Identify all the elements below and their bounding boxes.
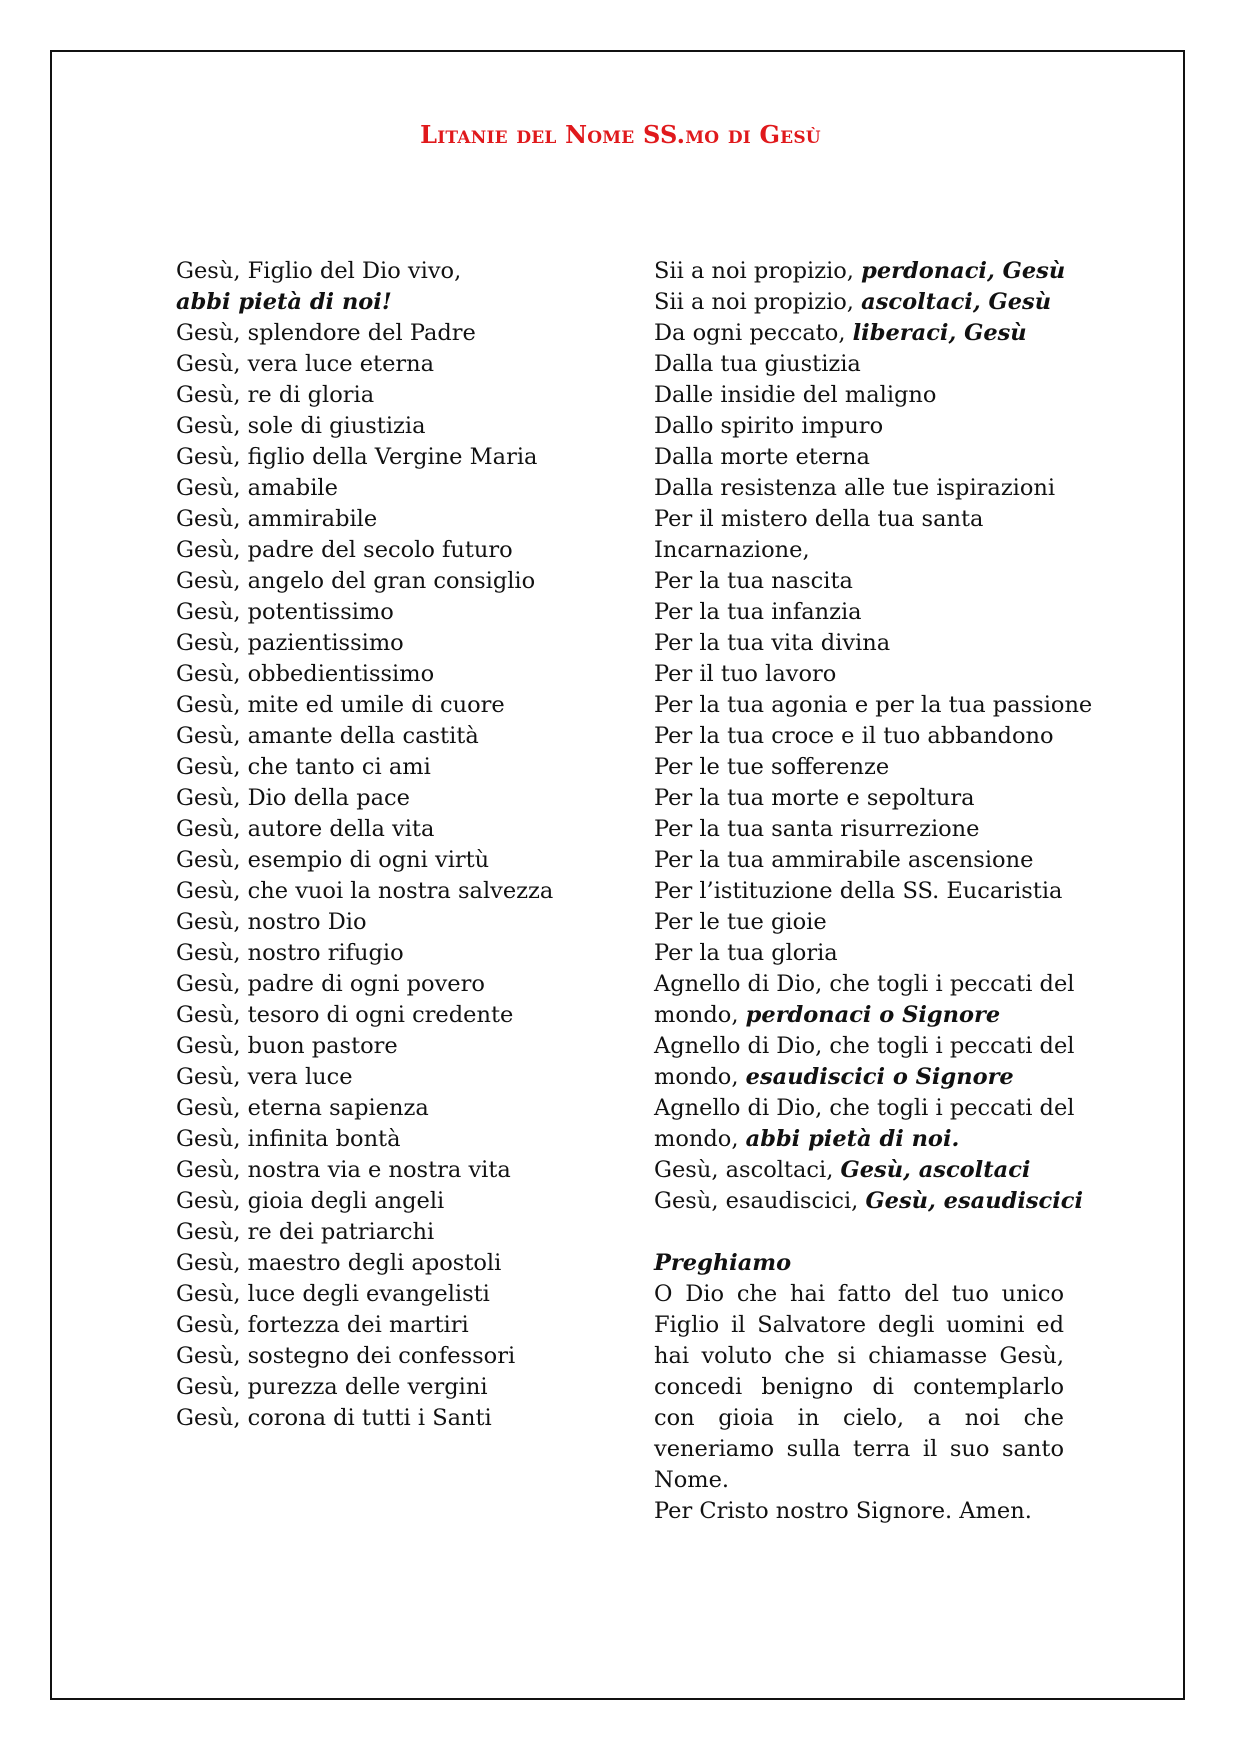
- litany-line: [176, 1310, 606, 1341]
- litany-line: [654, 845, 1064, 876]
- litany-line: [176, 349, 606, 380]
- litany-line: [176, 1217, 606, 1248]
- litany-line: [654, 690, 1093, 721]
- litany-invocation: Per la tua nascita: [654, 568, 853, 594]
- litany-line: [176, 1403, 606, 1434]
- litany-line: [654, 628, 1064, 659]
- litany-line: [654, 938, 1064, 969]
- litany-line: [654, 1000, 1064, 1031]
- litany-line: [176, 659, 606, 690]
- litany-line: [176, 628, 606, 659]
- litany-invocation: Gesù, vera luce: [176, 1064, 353, 1090]
- litany-line: [176, 442, 606, 473]
- litany-line: [654, 256, 1064, 287]
- litany-line: [654, 504, 1064, 535]
- prayer-heading: Preghiamo: [654, 1250, 792, 1276]
- litany-line: [654, 1186, 1084, 1217]
- litany-response: perdonaci, Gesù: [861, 258, 1066, 284]
- litany-invocation: Gesù, che tanto ci ami: [176, 754, 431, 780]
- litany-left-column: [176, 256, 606, 1434]
- litany-right-column: [654, 256, 1093, 1527]
- litany-invocation: Gesù, ascoltaci,: [654, 1157, 841, 1183]
- litany-line: [176, 969, 606, 1000]
- litany-invocation: Gesù, Dio della pace: [176, 785, 410, 811]
- litany-line: [654, 783, 1064, 814]
- litany-line: [654, 349, 1064, 380]
- litany-line: [176, 907, 606, 938]
- litany-line: [176, 535, 606, 566]
- litany-invocation: Dalle insidie del maligno: [654, 382, 937, 408]
- litany-invocation: Gesù, amante della castità: [176, 723, 479, 749]
- litany-invocation: Per il tuo lavoro: [654, 661, 837, 687]
- litany-line: [176, 256, 606, 287]
- litany-invocation: Gesù, figlio della Vergine Maria: [176, 444, 538, 470]
- litany-line: [176, 721, 606, 752]
- litany-line: [176, 1372, 606, 1403]
- litany-invocation: Gesù, gioia degli angeli: [176, 1188, 445, 1214]
- litany-line: [176, 814, 606, 845]
- page-title: Litanie del Nome SS.mo di Gesù: [420, 120, 821, 149]
- litany-invocation: Gesù, obbedientissimo: [176, 661, 435, 687]
- litany-response: abbi pietà di noi.: [745, 1126, 960, 1152]
- litany-invocation: Da ogni peccato,: [654, 320, 853, 346]
- litany-line: [654, 721, 1064, 752]
- litany-line: [654, 752, 1064, 783]
- litany-invocation: Gesù, corona di tutti i Santi: [176, 1405, 492, 1431]
- litany-invocation: Per la tua vita divina: [654, 630, 891, 656]
- litany-line: [176, 752, 606, 783]
- litany-invocation: Gesù, esempio di ogni virtù: [176, 847, 490, 873]
- litany-response: liberaci, Gesù: [852, 320, 1027, 346]
- litany-line: [176, 1248, 606, 1279]
- litany-line: [176, 566, 606, 597]
- litany-line: [176, 504, 606, 535]
- litany-invocation: Gesù, amabile: [176, 475, 338, 501]
- litany-line: [654, 566, 1064, 597]
- litany-invocation: Gesù, esaudiscici,: [654, 1188, 866, 1214]
- litany-line: [176, 1124, 606, 1155]
- litany-invocation: mondo,: [654, 1064, 746, 1090]
- litany-response: ascoltaci, Gesù: [861, 289, 1052, 315]
- litany-response: perdonaci o Signore: [745, 1002, 1001, 1028]
- litany-line: [176, 380, 606, 411]
- litany-line: [176, 690, 606, 721]
- litany-line: [176, 287, 606, 318]
- litany-line: [654, 1062, 1064, 1093]
- litany-invocation: Gesù, nostra via e nostra vita: [176, 1157, 511, 1183]
- litany-line: [654, 876, 1064, 907]
- litany-line: [176, 1031, 606, 1062]
- litany-line: [654, 442, 1064, 473]
- litany-invocation: Gesù, pazientissimo: [176, 630, 404, 656]
- litany-invocation: Gesù, Figlio del Dio vivo,: [176, 258, 462, 284]
- litany-invocation: Dalla resistenza alle tue ispirazioni: [654, 475, 1056, 501]
- litany-invocation: Per la tua santa risurrezione: [654, 816, 980, 842]
- litany-invocation: Gesù, ammirabile: [176, 506, 378, 532]
- litany-invocation: Per la tua morte e sepoltura: [654, 785, 975, 811]
- litany-response: Gesù, esaudiscici: [865, 1188, 1084, 1214]
- litany-invocation: Dallo spirito impuro: [654, 413, 884, 439]
- litany-line: [176, 783, 606, 814]
- litany-invocation: Per la tua agonia e per la tua passione: [654, 692, 1093, 718]
- litany-line: [176, 1093, 606, 1124]
- litany-line: [176, 1000, 606, 1031]
- litany-invocation: Per il mistero della tua santa: [654, 506, 984, 532]
- spacer: [654, 1217, 1064, 1248]
- litany-invocation: Per le tue gioie: [654, 909, 827, 935]
- litany-invocation: Gesù, vera luce eterna: [176, 351, 435, 377]
- litany-response: esaudiscici o Signore: [745, 1064, 1014, 1090]
- litany-line: [654, 969, 1075, 1000]
- litany-invocation: Incarnazione,: [654, 537, 810, 563]
- litany-line: [176, 411, 606, 442]
- litany-invocation: Gesù, splendore del Padre: [176, 320, 476, 346]
- litany-line: [654, 659, 1064, 690]
- litany-line: [654, 597, 1064, 628]
- litany-invocation: Gesù, nostro rifugio: [176, 940, 404, 966]
- litany-invocation: Agnello di Dio, che togli i peccati del: [654, 1033, 1075, 1059]
- litany-invocation: mondo,: [654, 1126, 746, 1152]
- litany-line: [176, 1186, 606, 1217]
- litany-invocation: Gesù, tesoro di ogni credente: [176, 1002, 514, 1028]
- litany-invocation: Gesù, luce degli evangelisti: [176, 1281, 490, 1307]
- litany-line: [654, 473, 1064, 504]
- litany-line: [654, 907, 1064, 938]
- litany-line: [654, 318, 1064, 349]
- litany-invocation: Per la tua croce e il tuo abbandono: [654, 723, 1054, 749]
- litany-invocation: Gesù, sostegno dei confessori: [176, 1343, 516, 1369]
- litany-line: [176, 876, 606, 907]
- litany-line: [654, 1093, 1075, 1124]
- litany-invocation: Gesù, potentissimo: [176, 599, 394, 625]
- litany-invocation: Gesù, eterna sapienza: [176, 1095, 429, 1121]
- litany-response: abbi pietà di noi!: [176, 289, 392, 315]
- litany-invocation: Per la tua gloria: [654, 940, 838, 966]
- litany-line: [176, 1279, 606, 1310]
- litany-invocation: Per la tua ammirabile ascensione: [654, 847, 1034, 873]
- litany-response: Gesù, ascoltaci: [840, 1157, 1031, 1183]
- litany-invocation: Gesù, maestro degli apostoli: [176, 1250, 502, 1276]
- litany-line: [654, 287, 1064, 318]
- litany-line: [654, 1155, 1064, 1186]
- litany-invocation: Agnello di Dio, che togli i peccati del: [654, 1095, 1075, 1121]
- litany-line: [654, 411, 1064, 442]
- litany-line: [176, 938, 606, 969]
- litany-invocation: Gesù, sole di giustizia: [176, 413, 426, 439]
- litany-invocation: Gesù, purezza delle vergini: [176, 1374, 488, 1400]
- litany-invocation: Per l’istituzione della SS. Eucaristia: [654, 878, 1063, 904]
- litany-line: [654, 1031, 1075, 1062]
- litany-right-lines: [654, 256, 1093, 1217]
- litany-invocation: Gesù, mite ed umile di cuore: [176, 692, 505, 718]
- litany-line: [176, 1341, 606, 1372]
- litany-invocation: Per la tua infanzia: [654, 599, 862, 625]
- litany-line: [176, 1062, 606, 1093]
- litany-invocation: Gesù, nostro Dio: [176, 909, 367, 935]
- litany-invocation: Sii a noi propizio,: [654, 258, 862, 284]
- litany-invocation: Gesù, fortezza dei martiri: [176, 1312, 469, 1338]
- litany-invocation: Sii a noi propizio,: [654, 289, 862, 315]
- litany-invocation: Gesù, padre del secolo futuro: [176, 537, 513, 563]
- litany-line: [654, 380, 1064, 411]
- litany-invocation: Gesù, autore della vita: [176, 816, 435, 842]
- litany-invocation: Agnello di Dio, che togli i peccati del: [654, 971, 1075, 997]
- prayer-body: O Dio che hai fatto del tuo unico Figlio il Salvatore degli uomini ed hai voluto che si chiamasse Gesù, concedi benigno di contemplarlo con gioia in cielo, a noi che veneriamo sulla terra il suo santo Nome.: [654, 1281, 1064, 1493]
- litany-invocation: Gesù, infinita bontà: [176, 1126, 401, 1152]
- litany-invocation: Dalla tua giustizia: [654, 351, 861, 377]
- litany-invocation: Gesù, angelo del gran consiglio: [176, 568, 536, 594]
- litany-invocation: Gesù, padre di ogni povero: [176, 971, 485, 997]
- litany-invocation: Dalla morte eterna: [654, 444, 870, 470]
- litany-invocation: Gesù, buon pastore: [176, 1033, 398, 1059]
- litany-line: [654, 1124, 1064, 1155]
- litany-invocation: Per le tue sofferenze: [654, 754, 890, 780]
- litany-line: [176, 845, 606, 876]
- litany-line: [176, 473, 606, 504]
- litany-line: [176, 597, 606, 628]
- litany-line: [654, 814, 1064, 845]
- litany-line: [176, 318, 606, 349]
- litany-invocation: Gesù, re dei patriarchi: [176, 1219, 435, 1245]
- litany-invocation: Gesù, che vuoi la nostra salvezza: [176, 878, 554, 904]
- litany-invocation: Gesù, re di gloria: [176, 382, 375, 408]
- prayer-closing: Per Cristo nostro Signore. Amen.: [654, 1498, 1032, 1524]
- litany-line: [176, 1155, 606, 1186]
- litany-line: [654, 535, 1064, 566]
- litany-invocation: mondo,: [654, 1002, 746, 1028]
